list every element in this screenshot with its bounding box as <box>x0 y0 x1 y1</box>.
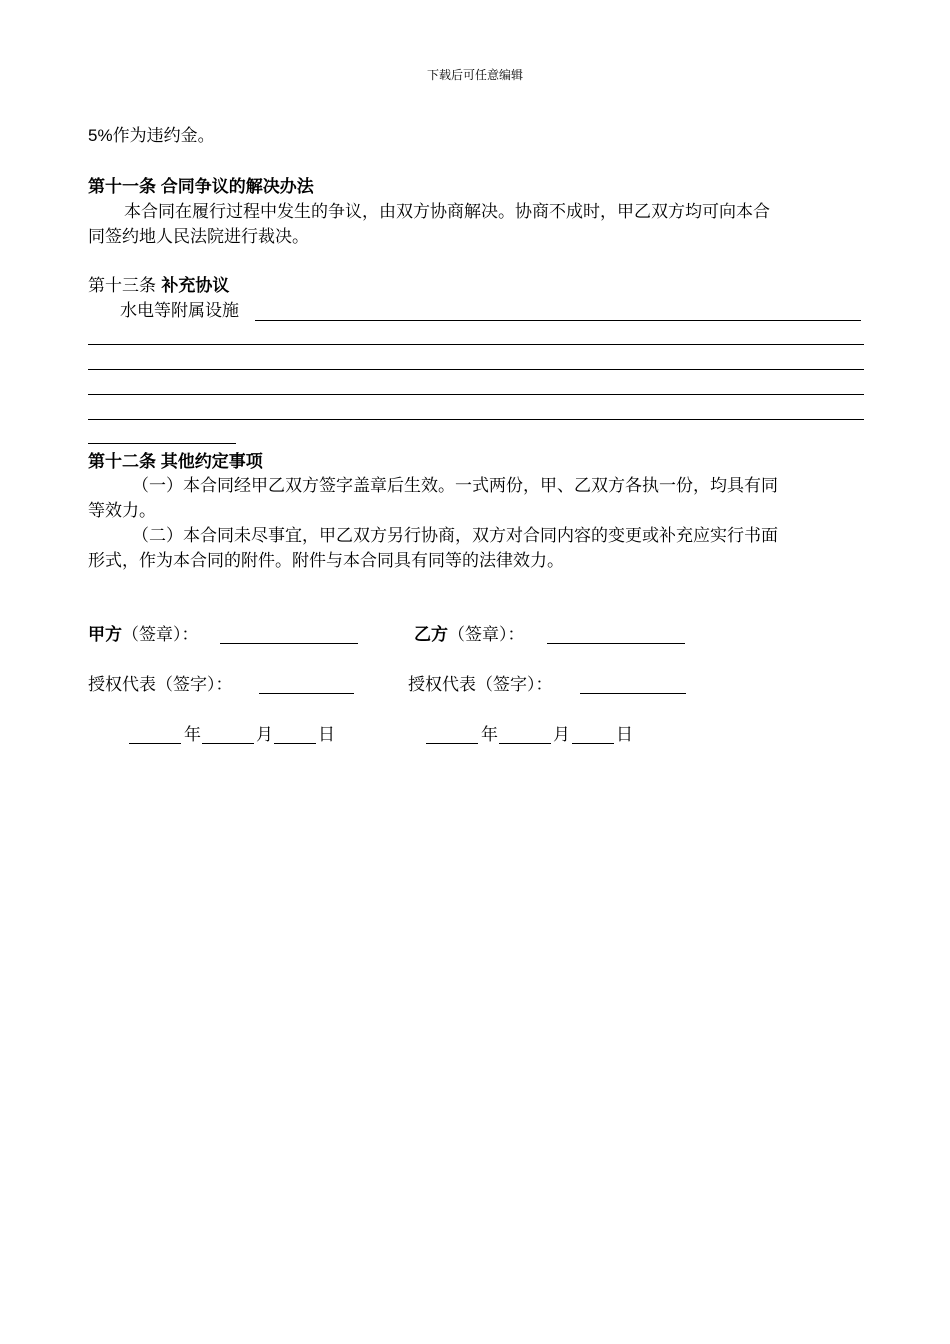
party-b-label: 乙方 <box>414 625 448 644</box>
article-12-title: 第十二条 其他约定事项 <box>88 452 263 471</box>
party-b-rep-label: 授权代表（签字）： <box>408 675 553 695</box>
article-11-body-line-1: 本合同在履行过程中发生的争议，由双方协商解决。协商不成时，甲乙双方均可向本合 <box>124 202 770 222</box>
party-b-year-label: 年 <box>481 725 498 745</box>
fill-in-line-5[interactable] <box>88 419 864 420</box>
party-a-month-field[interactable] <box>202 743 254 744</box>
fill-in-line-4[interactable] <box>88 394 864 395</box>
article-12-item-2-line-2: 形式，作为本合同的附件。附件与本合同具有同等的法律效力。 <box>88 551 564 571</box>
party-a-rep-field[interactable] <box>259 693 354 694</box>
party-b-month-label: 月 <box>553 725 570 745</box>
party-a-label: 甲方 <box>88 625 122 644</box>
party-a-day-field[interactable] <box>274 743 316 744</box>
party-a-seal-field[interactable] <box>220 643 358 644</box>
article-11-body-line-2: 同签约地人民法院进行裁决。 <box>88 227 309 247</box>
article-13-number: 第十三条 <box>88 276 156 296</box>
party-b-year-field[interactable] <box>426 743 478 744</box>
party-b-day-field[interactable] <box>572 743 614 744</box>
article-13-title <box>88 274 229 298</box>
party-a-rep-label: 授权代表（签字）： <box>88 675 233 695</box>
party-b-seal-field[interactable] <box>547 643 685 644</box>
fill-in-line-1[interactable] <box>255 320 861 321</box>
party-b-rep-field[interactable] <box>580 693 686 694</box>
fill-in-line-3[interactable] <box>88 369 864 370</box>
article-12-item-1-line-1: （一）本合同经甲乙双方签字盖章后生效。一式两份，甲、乙双方各执一份，均具有同 <box>132 476 778 496</box>
article-11-title: 第十一条 合同争议的解决办法 <box>88 177 314 196</box>
party-a-year-label: 年 <box>184 725 201 745</box>
article-12-item-1-line-2: 等效力。 <box>88 501 156 521</box>
party-b-seal-label: （签章）： <box>448 625 525 645</box>
party-b-day-label: 日 <box>616 725 633 745</box>
party-b-month-field[interactable] <box>499 743 551 744</box>
article-12-item-2-line-1: （二）本合同未尽事宜，甲乙双方另行协商，双方对合同内容的变更或补充应实行书面 <box>132 526 778 546</box>
party-a-day-label: 日 <box>318 725 335 745</box>
page-header: 下载后可任意编辑 <box>426 68 523 82</box>
party-a-seal-label: （签章）： <box>122 625 199 645</box>
party-a-month-label: 月 <box>256 725 273 745</box>
party-b-signature-row <box>414 623 525 647</box>
party-a-signature-row <box>88 623 199 647</box>
article-13-item-label: 水电等附属设施 <box>120 301 239 321</box>
party-a-year-field[interactable] <box>129 743 181 744</box>
fill-in-line-6[interactable] <box>88 443 236 444</box>
previous-clause-tail: 5%作为违约金。 <box>88 126 215 145</box>
article-13-heading: 补充协议 <box>161 276 230 295</box>
fill-in-line-2[interactable] <box>88 344 864 345</box>
